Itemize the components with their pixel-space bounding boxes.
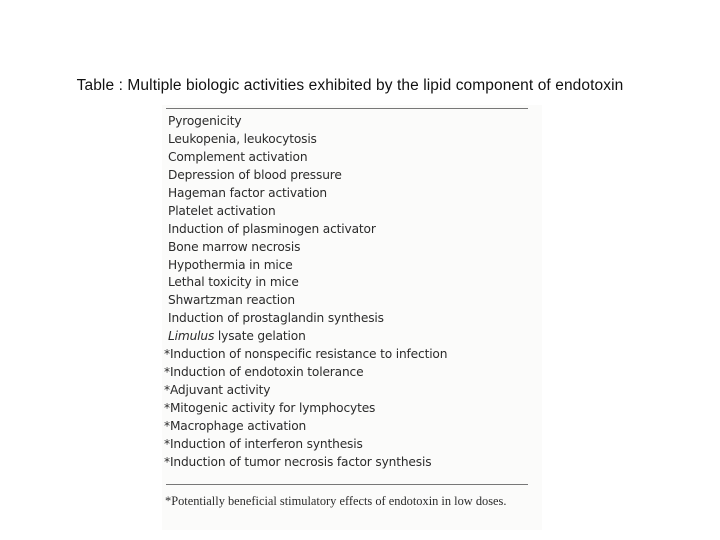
list-item: Leukopenia, leukocytosis — [168, 131, 317, 146]
list-item-text: lysate gelation — [214, 329, 306, 344]
table-footnote: *Potentially beneficial stimulatory effects of endotoxin in low doses. — [165, 494, 507, 508]
table-top-rule — [166, 108, 528, 109]
list-item: Lethal toxicity in mice — [168, 275, 299, 290]
list-item: Depression of blood pressure — [168, 167, 342, 182]
list-item: Induction of plasminogen activator — [168, 221, 376, 236]
list-item: *Macrophage activation — [164, 418, 307, 433]
list-item: *Adjuvant activity — [164, 383, 271, 398]
list-item: Bone marrow necrosis — [168, 239, 301, 254]
list-item: Platelet activation — [168, 203, 276, 218]
list-item-italic: Limulus — [168, 329, 215, 344]
list-item: *Induction of nonspecific resistance to infection — [164, 347, 448, 362]
list-item: Induction of prostaglandin synthesis — [168, 311, 384, 326]
list-item: *Induction of endotoxin tolerance — [164, 365, 364, 380]
list-item: Pyrogenicity — [168, 114, 242, 128]
list-item: *Induction of tumor necrosis factor synthesis — [164, 454, 432, 469]
list-item: Complement activation — [168, 149, 308, 164]
page-title: Table : Multiple biologic activities exhibited by the lipid component of endotoxin — [76, 77, 624, 94]
table-bottom-rule — [166, 484, 528, 485]
list-item: *Mitogenic activity for lymphocytes — [164, 401, 376, 415]
activity-list — [164, 113, 448, 472]
list-item — [168, 328, 447, 346]
list-item: *Induction of interferon synthesis — [164, 436, 363, 451]
list-item: Shwartzman reaction — [168, 293, 295, 308]
list-item: Hageman factor activation — [168, 185, 327, 200]
list-item: Hypothermia in mice — [168, 257, 293, 272]
